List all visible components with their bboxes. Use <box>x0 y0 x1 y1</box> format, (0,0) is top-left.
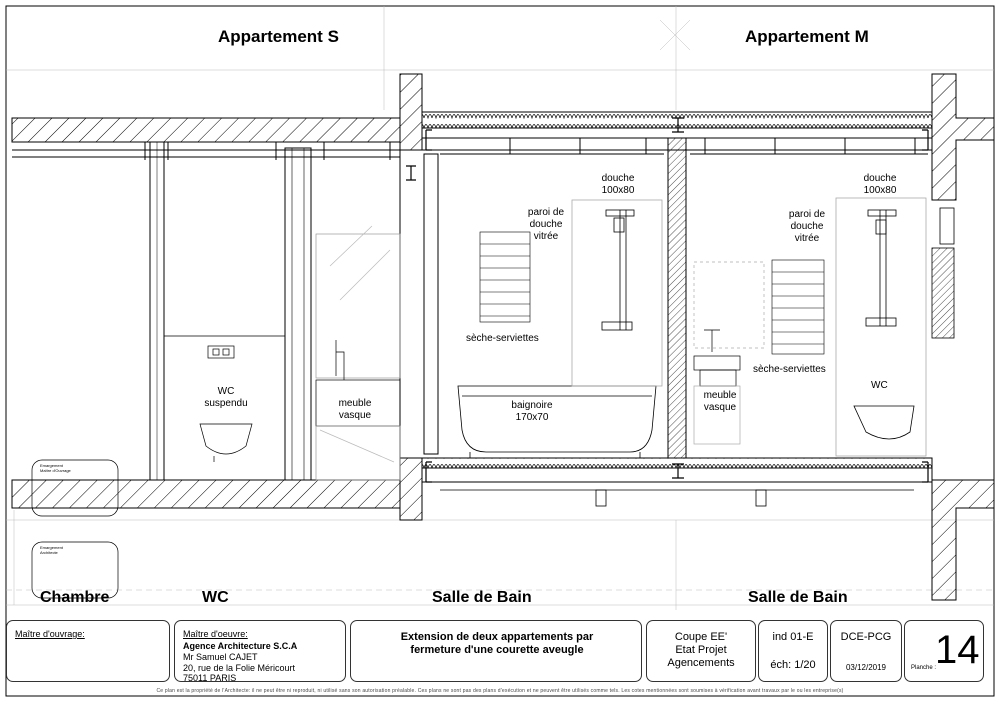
title-block <box>6 620 994 684</box>
fixture-label-paroi-left: paroi de douche vitrée <box>527 207 565 242</box>
fixture-label-wc-right: WC <box>871 380 888 391</box>
fixture-label-seche-right: sèche-serviettes <box>753 364 826 375</box>
signature-note-owner: Emargement Maître d'Ouvrage <box>40 463 71 473</box>
apartment-m-title: Appartement M <box>745 27 869 46</box>
fixture-label-wc-suspendu: WC suspendu <box>204 386 248 409</box>
copyright-footnote: Ce plan est la propriété de l'Architecte: il ne peut être ni reproduit, ni utilisé sans son autorisation préalable. Ces plans ne sont pas des plans d'exécution et ne peuvent être utilisés comme tels. Les cotes mentionnées sont soumises à vérification avant travaux par le ou les entreprise(s) <box>156 688 844 694</box>
scale-value: éch: 1/20 <box>770 659 816 671</box>
index-value: ind 01-E <box>772 631 814 643</box>
drawing-name: Coupe EE' <box>674 631 728 643</box>
architect-cell <box>174 620 346 682</box>
fixture-label-meuble-vasque-left: meuble vasque <box>338 398 372 421</box>
date-value: 03/12/2019 <box>845 663 887 672</box>
fixture-label-douche-left: douche 100x80 <box>601 173 635 196</box>
drawing-subject: Agencements <box>667 657 735 669</box>
agency-name: Agence Architecture S.C.A <box>183 641 298 651</box>
index-cell <box>758 620 828 682</box>
room-label-chambre: Chambre <box>40 589 110 606</box>
phase-value: DCE-PCG <box>840 631 892 643</box>
drawing-state: Etat Projet <box>675 644 727 656</box>
planche-label: Planche : <box>911 665 937 671</box>
fixture-label-douche-right: douche 100x80 <box>863 173 897 196</box>
planche-cell <box>904 620 984 682</box>
room-label-sdb-right: Salle de Bain <box>748 589 848 606</box>
project-cell <box>350 620 642 682</box>
phase-cell <box>830 620 902 682</box>
planche-number: 14 <box>935 628 980 672</box>
agency-address-2: 75011 PARIS <box>183 673 237 683</box>
project-title: Extension de deux appartements par fermeture d'une courette aveugle <box>400 631 594 656</box>
agency-contact: Mr Samuel CAJET <box>183 652 258 662</box>
drawing-cell <box>646 620 756 682</box>
owner-label: Maître d'ouvrage: <box>15 629 85 639</box>
room-label-sdb-left: Salle de Bain <box>432 589 532 606</box>
agency-address-1: 20, rue de la Folie Méricourt <box>183 663 296 673</box>
signature-note-architect: Emargement Architecte <box>40 545 63 555</box>
fixture-label-seche-left: sèche-serviettes <box>466 333 539 344</box>
room-label-wc: WC <box>202 589 229 606</box>
fixture-label-paroi-right: paroi de douche vitrée <box>788 209 826 244</box>
architect-label: Maître d'oeuvre: <box>183 629 248 639</box>
apartment-s-title: Appartement S <box>218 27 339 46</box>
fixture-label-meuble-vasque-right: meuble vasque <box>703 390 737 413</box>
owner-cell <box>6 620 170 682</box>
fixture-label-baignoire: baignoire 170x70 <box>511 400 553 423</box>
